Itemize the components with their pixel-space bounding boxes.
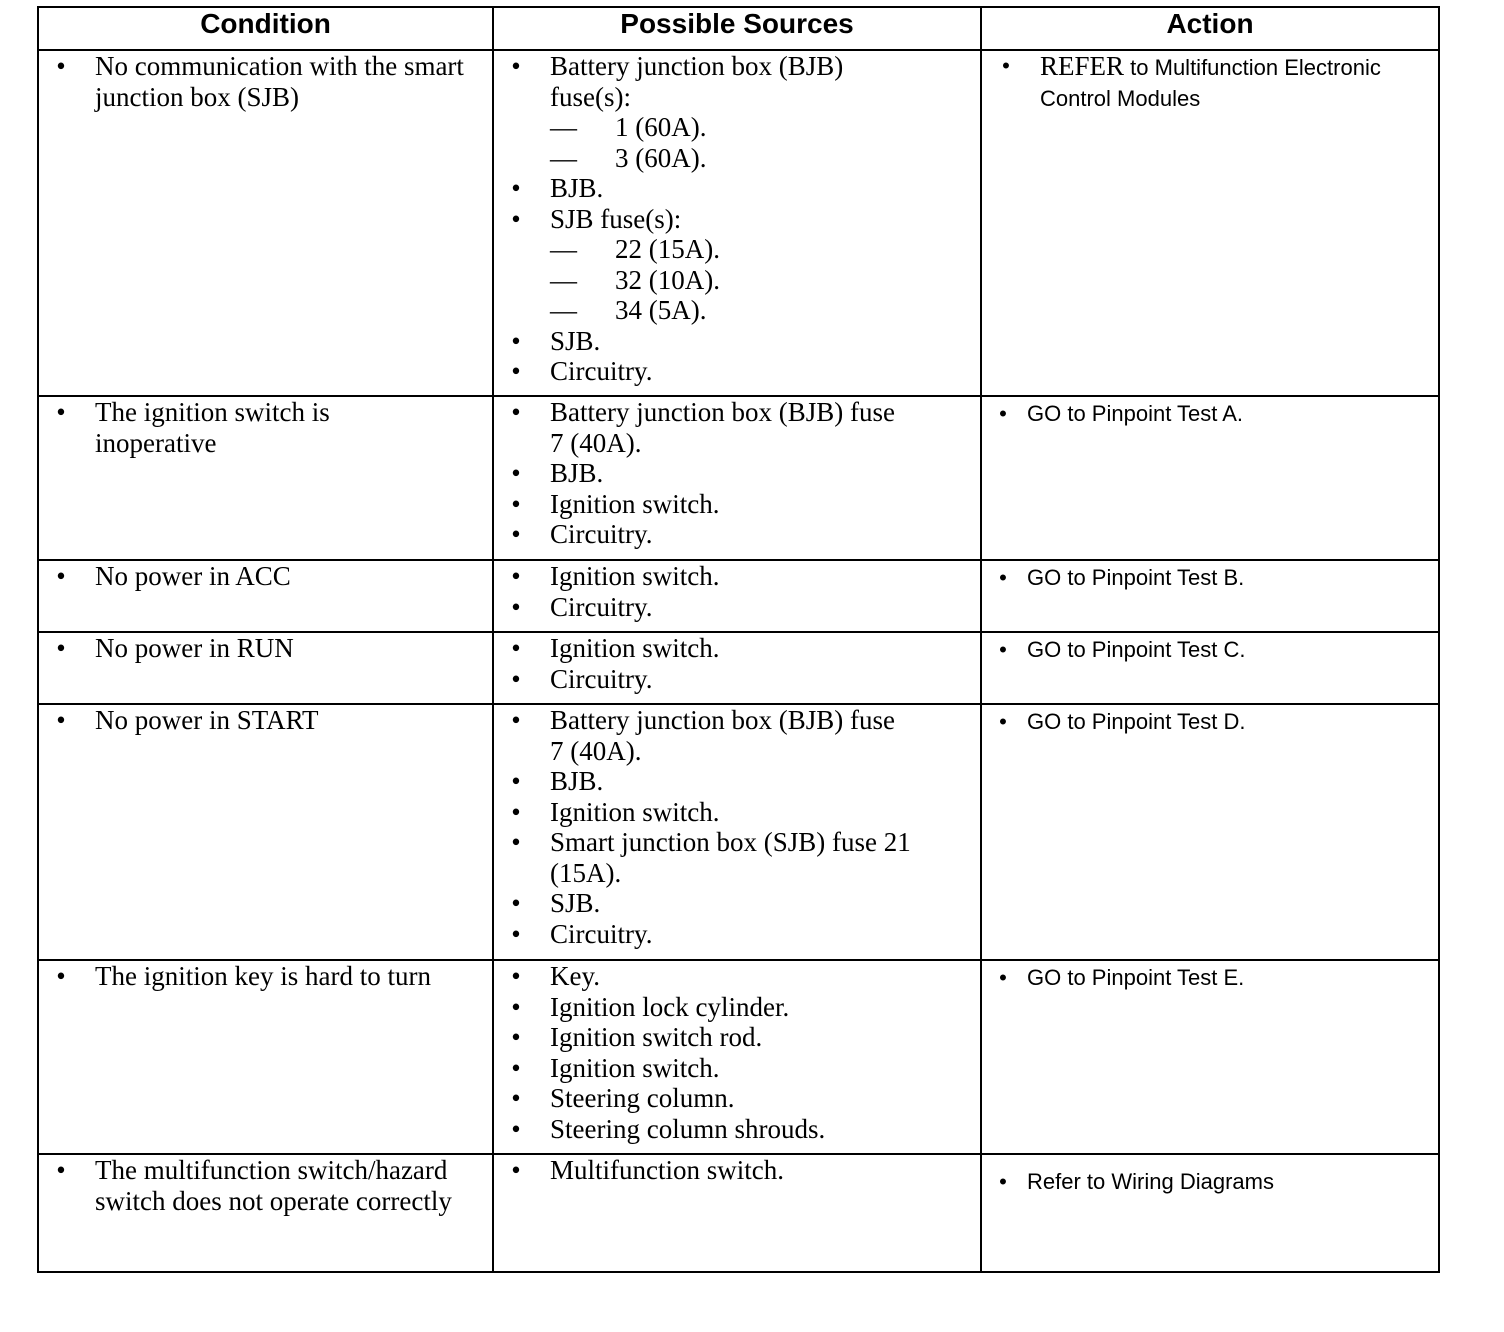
condition-item: • No power in START	[39, 705, 492, 736]
bullet-icon: •	[56, 1155, 66, 1185]
bullet-icon: •	[999, 709, 1007, 734]
bullet-icon: •	[999, 401, 1007, 426]
bullet-icon: •	[999, 637, 1007, 662]
sources-cell	[493, 396, 981, 560]
source-subitem: — 1 (60A).	[550, 112, 707, 142]
bullet-icon: •	[56, 705, 66, 735]
source-item: • BJB.	[494, 766, 980, 797]
action-item	[982, 1167, 1438, 1198]
sources-cell	[493, 560, 981, 632]
source-item: • BJB.	[494, 173, 980, 204]
dash-icon: —	[550, 112, 577, 142]
action-text: GO to Pinpoint Test D.	[1027, 709, 1246, 734]
source-item: • Circuitry.	[494, 664, 980, 695]
bullet-icon: •	[511, 796, 521, 827]
condition-item: • No communication with the smart junction box (SJB)	[39, 51, 492, 112]
bullet-icon: •	[511, 561, 521, 591]
condition-item: • No power in ACC	[39, 561, 492, 592]
condition-cell	[38, 50, 493, 396]
action-text: GO to Pinpoint Test A.	[1027, 401, 1244, 426]
source-item: • Ignition switch.	[494, 1053, 980, 1084]
header-condition: Condition	[38, 7, 493, 50]
source-item: • SJB.	[494, 888, 980, 919]
action-text: Refer to Wiring Diagrams	[1027, 1169, 1274, 1194]
bullet-icon: •	[511, 663, 521, 694]
condition-item: • The ignition switch is inoperative	[39, 397, 492, 458]
table-row	[38, 50, 1439, 396]
action-cell	[981, 960, 1439, 1154]
action-item	[982, 963, 1438, 994]
table-row	[38, 704, 1439, 960]
bullet-icon: •	[511, 991, 521, 1022]
source-subitem: — 32 (10A).	[550, 264, 720, 295]
bullet-icon: •	[56, 51, 66, 81]
bullet-icon: •	[999, 565, 1007, 590]
sources-cell	[493, 960, 981, 1154]
bullet-icon: •	[56, 397, 66, 427]
bullet-icon: •	[56, 633, 66, 663]
bullet-icon: •	[511, 766, 521, 796]
table-row	[38, 632, 1439, 704]
bullet-icon: •	[999, 1169, 1007, 1194]
action-item	[982, 635, 1438, 666]
bullet-icon: •	[56, 561, 66, 591]
source-item: • SJB fuse(s):	[494, 204, 980, 235]
bullet-icon: •	[511, 1113, 521, 1144]
bullet-icon: •	[511, 827, 521, 857]
bullet-icon: •	[1002, 53, 1010, 78]
bullet-icon: •	[999, 965, 1007, 990]
source-item: • Battery junction box (BJB) fuse 7 (40A).	[494, 397, 980, 458]
source-item: • Circuitry.	[494, 919, 980, 950]
action-text: GO to Pinpoint Test B.	[1027, 565, 1245, 590]
source-item: • Smart junction box (SJB) fuse 21 (15A).	[494, 827, 980, 888]
condition-cell	[38, 632, 493, 704]
sources-cell	[493, 1154, 981, 1272]
dash-icon: —	[550, 142, 577, 173]
bullet-icon: •	[56, 961, 66, 991]
condition-cell	[38, 704, 493, 960]
action-item	[982, 51, 1438, 114]
bullet-icon: •	[511, 1155, 521, 1185]
source-subitem: — 34 (5A).	[550, 295, 707, 325]
bullet-icon: •	[511, 961, 521, 991]
header-action: Action	[981, 7, 1439, 50]
source-item: • Steering column shrouds.	[494, 1114, 980, 1145]
source-subitem: — 22 (15A).	[550, 234, 720, 264]
sources-cell	[493, 50, 981, 396]
action-cell	[981, 704, 1439, 960]
bullet-icon: •	[511, 591, 521, 622]
bullet-icon: •	[511, 203, 521, 234]
bullet-icon: •	[511, 1052, 521, 1083]
action-cell	[981, 560, 1439, 632]
condition-item: • The multifunction switch/hazard switch does not operate correctly	[39, 1155, 492, 1216]
bullet-icon: •	[511, 488, 521, 519]
condition-item: • No power in RUN	[39, 633, 492, 664]
source-subitem: — 3 (60A).	[550, 142, 707, 173]
header-row	[38, 7, 1439, 50]
bullet-icon: •	[511, 705, 521, 735]
action-cell	[981, 1154, 1439, 1272]
table-row	[38, 1154, 1439, 1272]
bullet-icon: •	[511, 51, 521, 81]
source-item: • Key.	[494, 961, 980, 992]
condition-cell	[38, 396, 493, 560]
source-item: • Circuitry.	[494, 519, 980, 550]
condition-cell	[38, 560, 493, 632]
table-row	[38, 960, 1439, 1154]
sources-cell	[493, 704, 981, 960]
condition-item: • The ignition key is hard to turn	[39, 961, 492, 992]
source-item: • Ignition switch rod.	[494, 1022, 980, 1053]
bullet-icon: •	[511, 918, 521, 949]
action-text: GO to Pinpoint Test C.	[1027, 637, 1246, 662]
source-item: • Battery junction box (BJB) fuse 7 (40A).	[494, 705, 980, 766]
diagnostic-table	[37, 6, 1440, 1273]
source-item: • Ignition switch.	[494, 797, 980, 828]
bullet-icon: •	[511, 888, 521, 918]
source-item: • Circuitry.	[494, 356, 980, 387]
table-row	[38, 396, 1439, 560]
action-item	[982, 707, 1438, 738]
dash-icon: —	[550, 234, 577, 264]
table-row	[38, 560, 1439, 632]
action-item	[982, 399, 1438, 430]
bullet-icon: •	[511, 458, 521, 488]
action-cell	[981, 396, 1439, 560]
source-item: • Circuitry.	[494, 592, 980, 623]
action-prefix: REFER	[1040, 51, 1125, 81]
action-text: GO to Pinpoint Test E.	[1027, 965, 1245, 990]
sources-cell	[493, 632, 981, 704]
source-item: • Ignition switch.	[494, 561, 980, 592]
action-cell	[981, 50, 1439, 396]
bullet-icon: •	[511, 1083, 521, 1113]
source-item: • Steering column.	[494, 1083, 980, 1114]
action-item	[982, 563, 1438, 594]
source-item: • Ignition switch.	[494, 489, 980, 520]
bullet-icon: •	[511, 173, 521, 203]
source-item: • Multifunction switch.	[494, 1155, 980, 1186]
bullet-icon: •	[511, 1022, 521, 1052]
bullet-icon: •	[511, 519, 521, 549]
dash-icon: —	[550, 295, 577, 325]
condition-cell	[38, 1154, 493, 1272]
source-item: • Ignition lock cylinder.	[494, 992, 980, 1023]
bullet-icon: •	[511, 397, 521, 427]
bullet-icon: •	[511, 633, 521, 663]
source-item: • Ignition switch.	[494, 633, 980, 664]
dash-icon: —	[550, 264, 577, 295]
source-item: • SJB.	[494, 326, 980, 357]
source-item: • Battery junction box (BJB) fuse(s):	[494, 51, 980, 112]
action-text: to Multifunction Electronic Control Modules	[1040, 55, 1381, 111]
bullet-icon: •	[511, 325, 521, 356]
bullet-icon: •	[511, 356, 521, 386]
header-possible-sources: Possible Sources	[493, 7, 981, 50]
source-item: • BJB.	[494, 458, 980, 489]
action-cell	[981, 632, 1439, 704]
condition-cell	[38, 960, 493, 1154]
